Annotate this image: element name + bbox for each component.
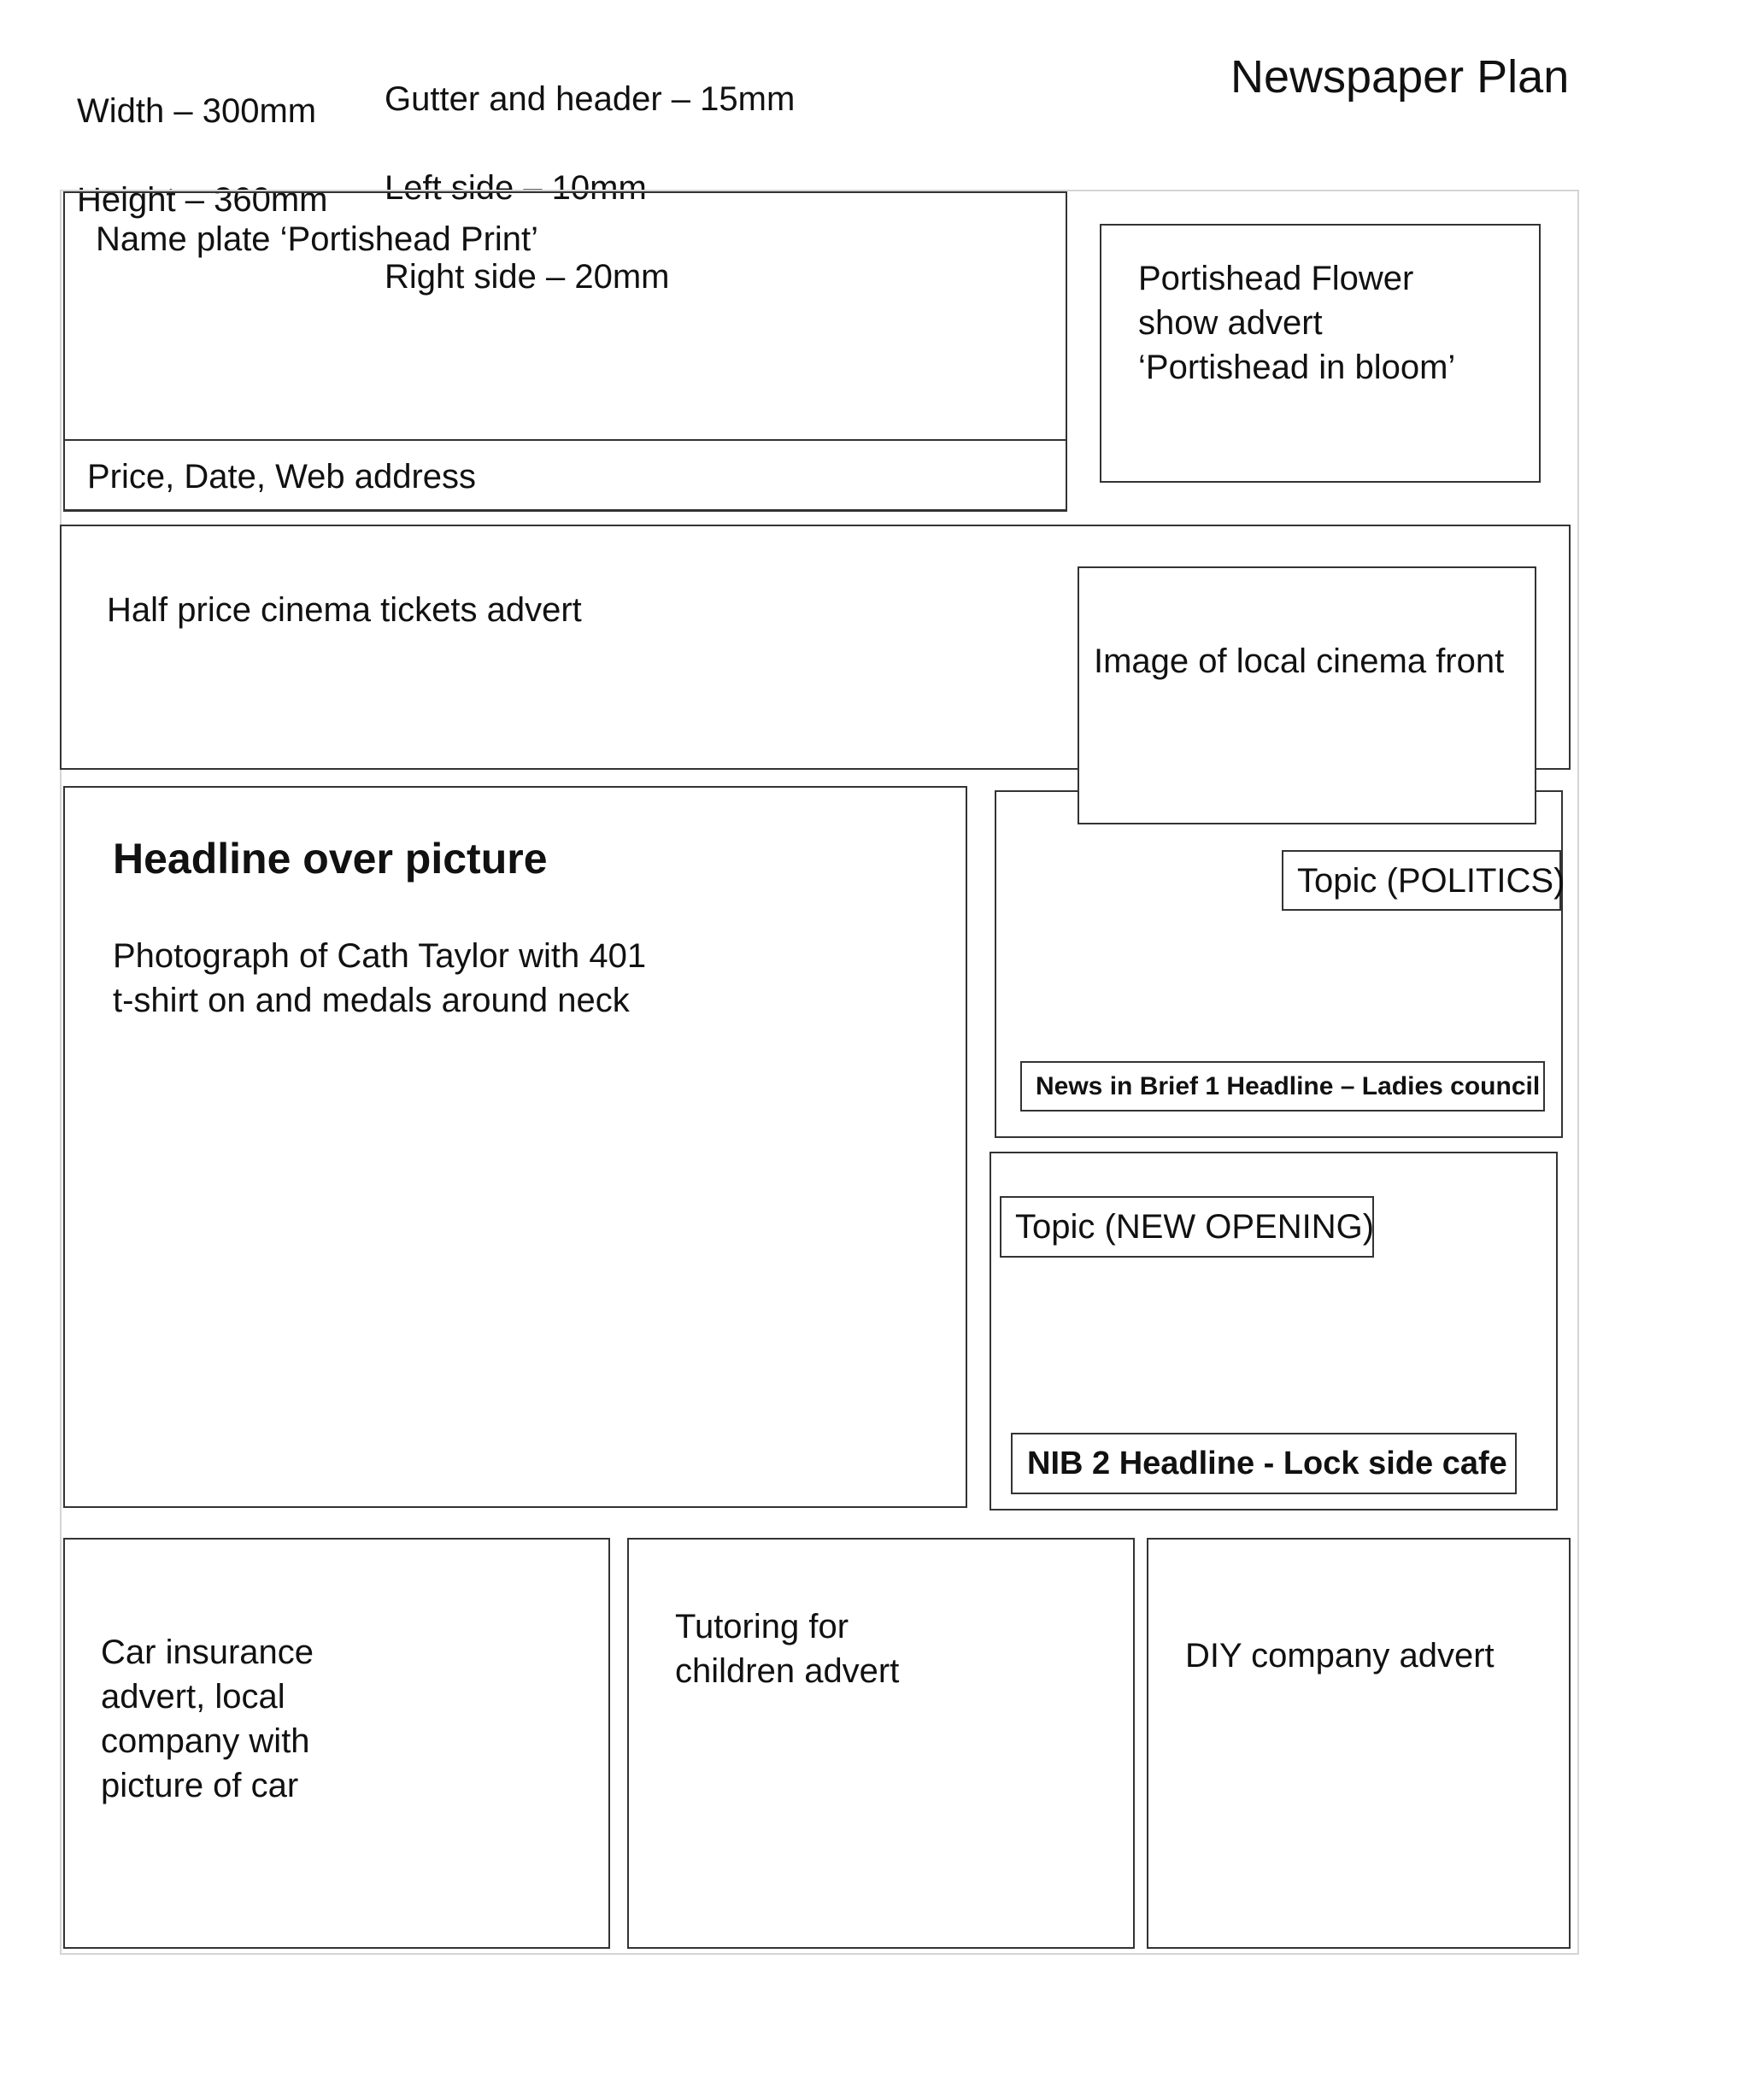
topic-politics-label: Topic (POLITICS)	[1297, 862, 1565, 900]
main-story-block	[63, 786, 967, 1508]
diy-advert-label: DIY company advert	[1185, 1637, 1495, 1675]
topic-new-opening-label: Topic (NEW OPENING)	[1015, 1208, 1375, 1246]
nib2-headline-label: NIB 2 Headline - Lock side cafe	[1027, 1446, 1507, 1481]
left-side-note: Left side – 10mm	[385, 169, 647, 207]
car-insurance-advert-label: Car insurance advert, local company with picture of car	[101, 1634, 314, 1804]
nameplate-label: Name plate ‘Portishead Print’	[96, 220, 539, 258]
diy-advert-block	[1147, 1538, 1571, 1949]
nib1-headline-label: News in Brief 1 Headline – Ladies council	[1036, 1072, 1541, 1100]
main-headline: Headline over picture	[113, 835, 548, 883]
main-photo-description: Photograph of Cath Taylor with 401 t-shirt on and medals around neck	[113, 937, 647, 1019]
width-note: Width – 300mm	[77, 92, 317, 130]
tutoring-advert-block	[627, 1538, 1135, 1949]
page-title: Newspaper Plan	[1230, 51, 1570, 103]
gutter-note: Gutter and header – 15mm	[385, 80, 796, 118]
tutoring-advert-label: Tutoring for children advert	[675, 1608, 900, 1690]
cinema-image-label: Image of local cinema front	[1094, 642, 1505, 680]
cinema-tickets-advert-label: Half price cinema tickets advert	[107, 591, 582, 629]
cinema-image-block	[1078, 566, 1536, 824]
price-date-web-label: Price, Date, Web address	[87, 458, 477, 496]
flower-show-advert-label: Portishead Flower show advert ‘Portishead in bloom’	[1138, 260, 1456, 386]
right-side-note: Right side – 20mm	[385, 258, 670, 296]
height-note: Height – 360mm	[77, 181, 328, 219]
